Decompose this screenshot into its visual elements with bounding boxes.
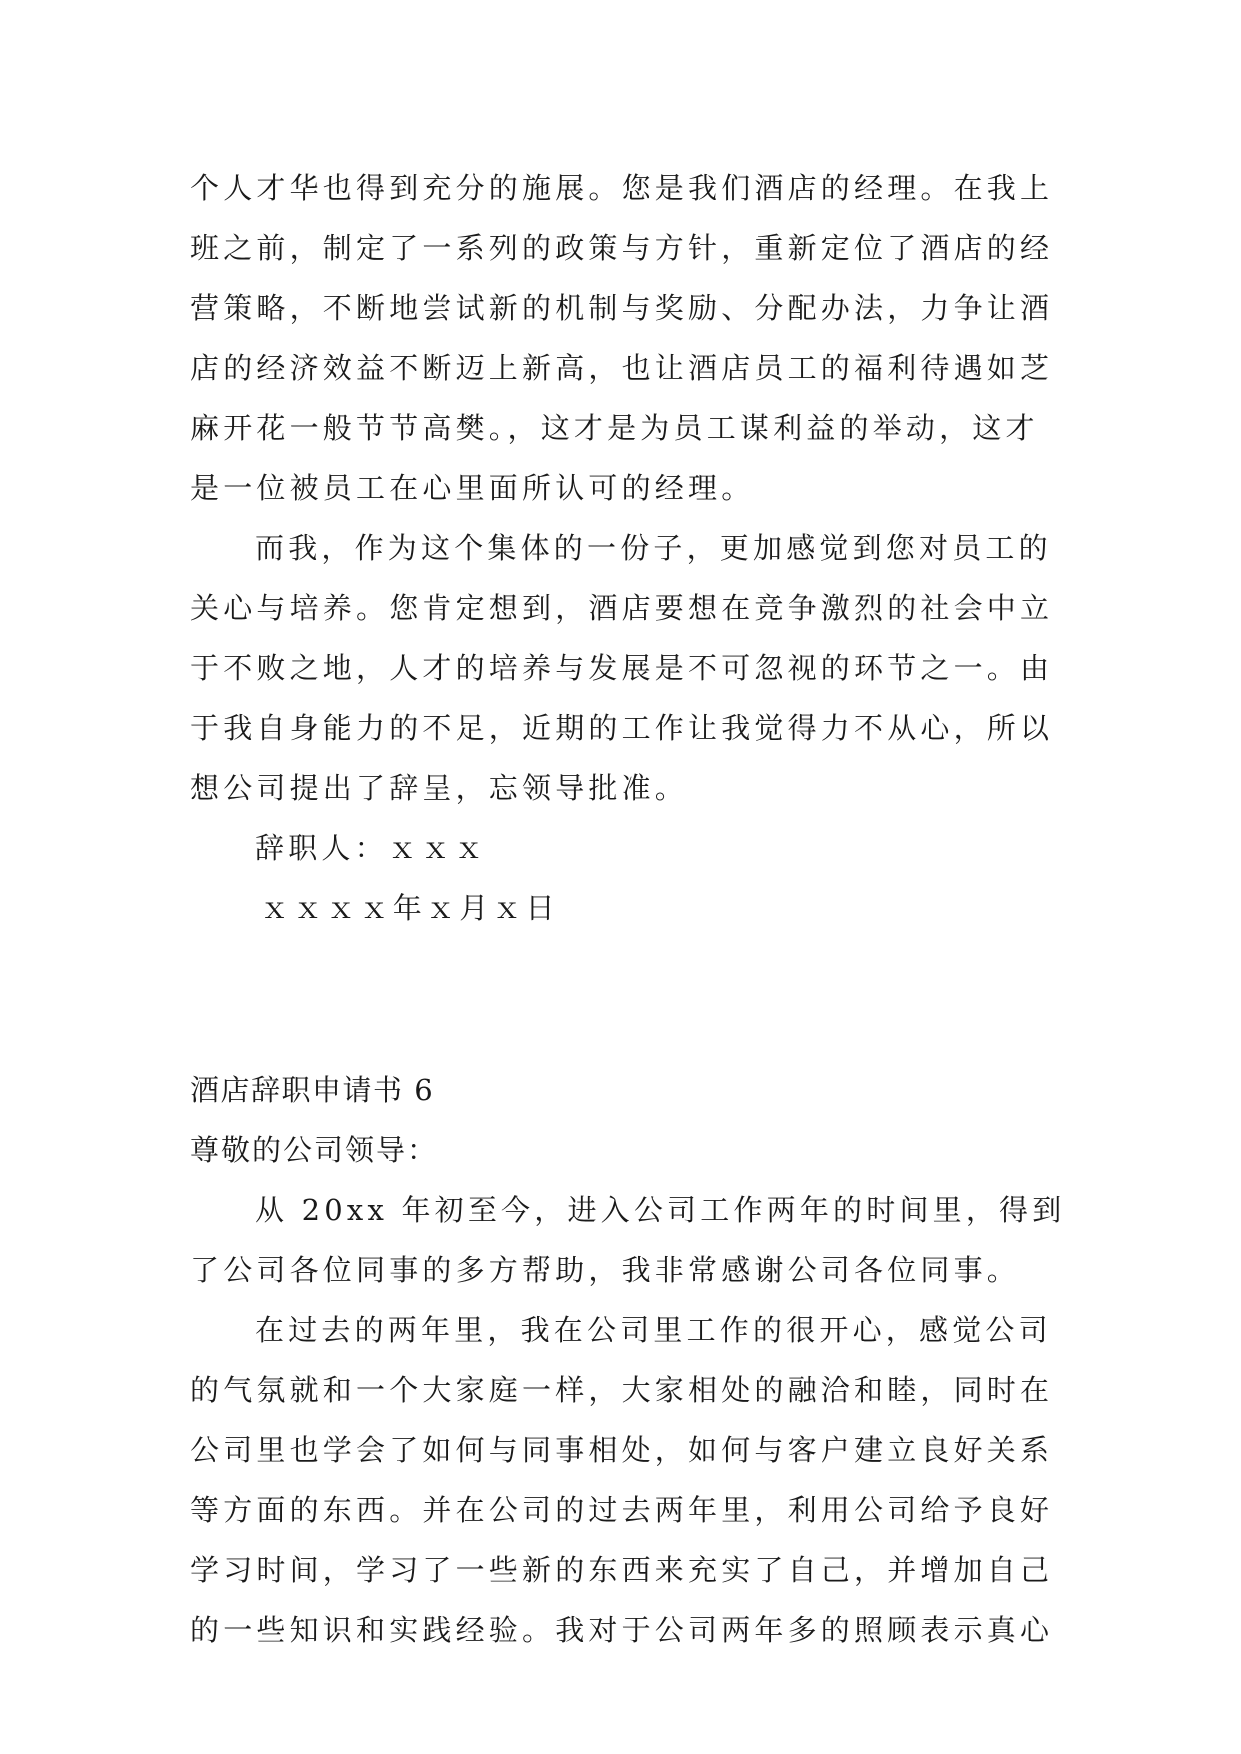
paragraph-line: 于我自身能力的不足，近期的工作让我觉得力不从心，所以	[190, 711, 1054, 745]
section-title: 酒店辞职申请书 6	[190, 1073, 435, 1107]
paragraph-resignation-reason	[190, 518, 1054, 818]
paragraph-line: 想公司提出了辞呈，忘领导批准。	[190, 771, 689, 805]
paragraph-line: 个人才华也得到充分的施展。您是我们酒店的经理。在我上	[190, 171, 1054, 205]
paragraph-past-two-years	[190, 1300, 1054, 1660]
paragraph-line: 的气氛就和一个大家庭一样，大家相处的融洽和睦，同时在	[190, 1373, 1054, 1407]
paragraph-line: 而我，作为这个集体的一份子，更加感觉到您对员工的	[255, 531, 1052, 565]
paragraph-line: 营策略，不断地尝试新的机制与奖励、分配办法，力争让酒	[190, 291, 1054, 325]
paragraph-line: 在过去的两年里，我在公司里工作的很开心，感觉公司	[255, 1313, 1052, 1347]
document-body	[190, 158, 1066, 1660]
paragraph-line: 了公司各位同事的多方帮助，我非常感谢公司各位同事。	[190, 1253, 1021, 1287]
paragraph-line: 学习时间，学习了一些新的东西来充实了自己，并增加自己	[190, 1553, 1054, 1587]
paragraph-thanks	[190, 1180, 1066, 1300]
paragraph-hotel-manager	[190, 158, 1054, 518]
paragraph-line: 公司里也学会了如何与同事相处，如何与客户建立良好关系	[190, 1433, 1054, 1467]
paragraph-line: 从 20xx 年初至今，进入公司工作两年的时间里，得到	[255, 1193, 1066, 1227]
section-gap	[190, 938, 1050, 1060]
paragraph-line: 班之前，制定了一系列的政策与方针，重新定位了酒店的经	[190, 231, 1054, 265]
paragraph-line: 的一些知识和实践经验。我对于公司两年多的照顾表示真心	[190, 1613, 1054, 1647]
paragraph-line: 关心与培养。您肯定想到，酒店要想在竞争激烈的社会中立	[190, 591, 1054, 625]
paragraph-line: 是一位被员工在心里面所认可的经理。	[190, 471, 755, 505]
signature-line: 辞职人：ｘｘｘ	[255, 831, 488, 865]
paragraph-line: 麻开花一般节节高樊。，这才是为员工谋利益的举动，这才	[190, 411, 1039, 445]
paragraph-line: 店的经济效益不断迈上新高，也让酒店员工的福利待遇如芝	[190, 351, 1054, 385]
paragraph-line: 于不败之地，人才的培养与发展是不可忽视的环节之一。由	[190, 651, 1054, 685]
salutation: 尊敬的公司领导：	[190, 1133, 439, 1167]
paragraph-line: 等方面的东西。并在公司的过去两年里，利用公司给予良好	[190, 1493, 1054, 1527]
date-line: ｘｘｘｘ年ｘ月ｘ日	[260, 891, 559, 925]
